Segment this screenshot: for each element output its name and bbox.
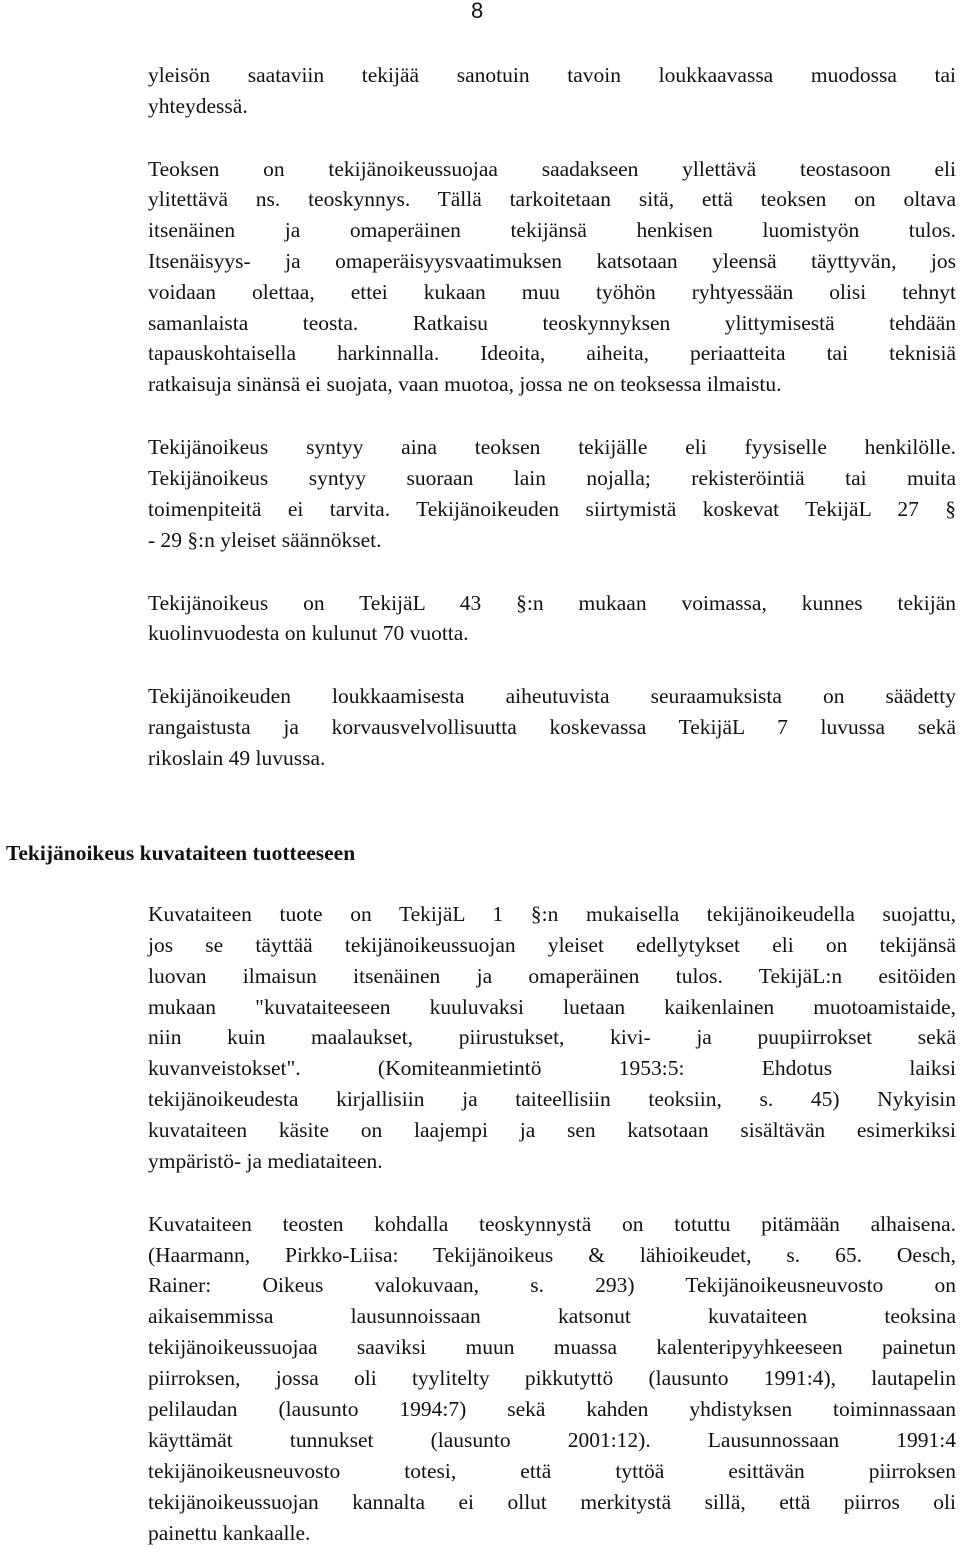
- text-line: tekijänoikeussuojan kannalta ei ollut merkitystä sillä, että piirros oli: [148, 1490, 956, 1514]
- text-line: ylitettävä ns. teoskynnys. Tällä tarkoitetaan sitä, että teoksen on oltava: [148, 187, 956, 211]
- text-line: tekijänoikeudesta kirjallisiin ja taiteellisiin teoksiin, s. 45) Nykyisin: [148, 1087, 956, 1111]
- text-line: (Haarmann, Pirkko-Liisa: Tekijänoikeus & lähioikeudet, s. 65. Oesch,: [148, 1243, 956, 1267]
- text-line: - 29 §:n yleiset säännökset.: [148, 528, 382, 552]
- section-heading: Tekijänoikeus kuvataiteen tuotteeseen: [6, 841, 356, 865]
- text-line: piirroksen, jossa oli tyylitelty pikkutyttö (lausunto 1991:4), lautapelin: [148, 1366, 956, 1390]
- text-line: yleisön saataviin tekijää sanotuin tavoin loukkaavassa muodossa tai: [148, 63, 956, 87]
- text-line: rangaistusta ja korvausvelvollisuutta koskevassa TekijäL 7 luvussa sekä: [148, 715, 956, 739]
- text-line: voidaan olettaa, ettei kukaan muu työhön ryhtyessään olisi tehnyt: [148, 280, 956, 304]
- text-line: painettu kankaalle.: [148, 1521, 311, 1545]
- text-line: tekijänoikeussuojaa saaviksi muun muassa kalenteripyyhkeeseen painetun: [148, 1335, 956, 1359]
- text-line: Kuvataiteen tuote on TekijäL 1 §:n mukaisella tekijänoikeudella suojattu,: [148, 902, 956, 926]
- text-line: niin kuin maalaukset, piirustukset, kivi- ja puupiirrokset sekä: [148, 1025, 956, 1049]
- text-line: luovan ilmaisun itsenäinen ja omaperäinen tulos. TekijäL:n esitöiden: [148, 964, 956, 988]
- text-line: pelilaudan (lausunto 1994:7) sekä kahden yhdistyksen toiminnassaan: [148, 1397, 956, 1421]
- text-line: Itsenäisyys- ja omaperäisyysvaatimuksen katsotaan yleensä täyttyvän, jos: [148, 249, 956, 273]
- text-line: kuvataiteen käsite on laajempi ja sen katsotaan sisältävän esimerkiksi: [148, 1118, 956, 1142]
- page-number: 8: [471, 0, 484, 23]
- text-line: kuolinvuodesta on kulunut 70 vuotta.: [148, 621, 469, 645]
- text-line: samanlaista teosta. Ratkaisu teoskynnyksen ylittymisestä tehdään: [148, 311, 956, 335]
- text-line: itsenäinen ja omaperäinen tekijänsä henkisen luomistyön tulos.: [148, 218, 956, 242]
- text-line: toimenpiteitä ei tarvita. Tekijänoikeuden siirtymistä koskevat TekijäL 27 §: [148, 497, 956, 521]
- text-line: ratkaisuja sinänsä ei suojata, vaan muotoa, jossa ne on teoksessa ilmaistu.: [148, 372, 782, 396]
- text-line: Rainer: Oikeus valokuvaan, s. 293) Tekijänoikeusneuvosto on: [148, 1273, 956, 1297]
- text-line: Teoksen on tekijänoikeussuojaa saadakseen yllettävä teostasoon eli: [148, 157, 956, 181]
- text-line: aikaisemmissa lausunnoissaan katsonut kuvataiteen teoksina: [148, 1304, 956, 1328]
- text-line: käyttämät tunnukset (lausunto 2001:12). Lausunnossaan 1991:4: [148, 1428, 956, 1452]
- text-line: Tekijänoikeus on TekijäL 43 §:n mukaan voimassa, kunnes tekijän: [148, 591, 956, 615]
- text-line: jos se täyttää tekijänoikeussuojan yleiset edellytykset eli on tekijänsä: [148, 933, 956, 957]
- text-line: ympäristö- ja mediataiteen.: [148, 1149, 383, 1173]
- text-line: tekijänoikeusneuvosto totesi, että tyttöä esittävän piirroksen: [148, 1459, 956, 1483]
- text-line: Tekijänoikeuden loukkaamisesta aiheutuvista seuraamuksista on säädetty: [148, 684, 956, 708]
- text-line: yhteydessä.: [148, 94, 248, 118]
- text-line: Tekijänoikeus syntyy aina teoksen tekijälle eli fyysiselle henkilölle.: [148, 435, 956, 459]
- text-line: rikoslain 49 luvussa.: [148, 746, 326, 770]
- text-line: Tekijänoikeus syntyy suoraan lain nojalla; rekisteröintiä tai muita: [148, 466, 956, 490]
- text-line: mukaan "kuvataiteeseen kuuluvaksi luetaan kaikenlainen muotoamistaide,: [148, 995, 956, 1019]
- text-line: kuvanveistokset". (Komiteanmietintö 1953:5: Ehdotus laiksi: [148, 1056, 956, 1080]
- text-line: Kuvataiteen teosten kohdalla teoskynnystä on totuttu pitämään alhaisena.: [148, 1212, 956, 1236]
- text-line: tapauskohtaisella harkinnalla. Ideoita, aiheita, periaatteita tai teknisiä: [148, 341, 956, 365]
